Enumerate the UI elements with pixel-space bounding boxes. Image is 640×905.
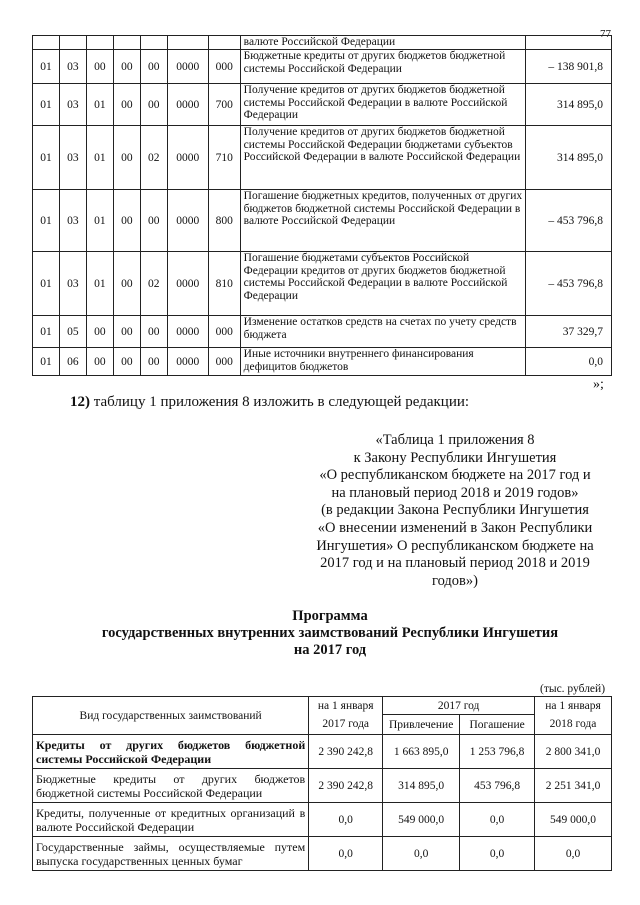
table-row <box>33 84 612 126</box>
code-cell: 00 <box>140 316 167 348</box>
table-row <box>33 252 612 316</box>
code-cell <box>140 36 167 50</box>
code-cell: 00 <box>140 348 167 376</box>
code-cell: 00 <box>113 348 140 376</box>
code-cell: 00 <box>113 316 140 348</box>
code-cell: 0000 <box>167 190 208 252</box>
code-cell: 810 <box>208 252 240 316</box>
attract-amount-cell: 549 000,0 <box>383 803 460 837</box>
code-cell: 0000 <box>167 126 208 190</box>
description-cell: Бюджетные кредиты от других бюджетов бюджетной системы Российской Федерации <box>240 50 525 84</box>
borrowing-kind-cell: Кредиты от других бюджетов бюджетной системы Российской Федерации <box>33 735 309 769</box>
borrowing-kind-cell: Кредиты, полученные от кредитных организаций в валюте Российской Федерации <box>33 803 309 837</box>
code-cell: 00 <box>140 50 167 84</box>
code-cell: 00 <box>86 316 113 348</box>
code-cell: 01 <box>33 84 60 126</box>
units-label: (тыс. рублей) <box>540 683 606 695</box>
code-cell: 05 <box>59 316 86 348</box>
code-cell: 00 <box>86 50 113 84</box>
table-row <box>33 348 612 376</box>
end-amount-cell: 2 251 341,0 <box>535 769 612 803</box>
table-row <box>33 190 612 252</box>
code-cell: 0000 <box>167 348 208 376</box>
instruction-text: таблицу 1 приложения 8 изложить в следующей редакции: <box>90 394 470 410</box>
sources-table <box>32 35 612 376</box>
table-row <box>33 735 612 769</box>
header-start-1: на 1 января <box>309 697 383 715</box>
amount-cell: – 453 796,8 <box>525 190 611 252</box>
code-cell: 00 <box>113 126 140 190</box>
table-row <box>33 126 612 190</box>
caption-line: годов») <box>432 572 478 589</box>
code-cell <box>86 36 113 50</box>
header-year: 2017 год <box>383 697 535 715</box>
caption-line: Ингушетия» О республиканском бюджете на <box>316 537 594 554</box>
amount-cell: 314 895,0 <box>525 84 611 126</box>
amount-cell: – 453 796,8 <box>525 252 611 316</box>
code-cell: 710 <box>208 126 240 190</box>
code-cell: 03 <box>59 84 86 126</box>
end-amount-cell: 549 000,0 <box>535 803 612 837</box>
instruction <box>70 394 469 411</box>
start-amount-cell: 2 390 242,8 <box>309 769 383 803</box>
table-row <box>33 837 612 871</box>
caption-line: на плановый период 2018 и 2019 годов» <box>331 484 579 501</box>
start-amount-cell: 2 390 242,8 <box>309 735 383 769</box>
start-amount-cell: 0,0 <box>309 803 383 837</box>
repay-amount-cell: 453 796,8 <box>460 769 535 803</box>
code-cell: 02 <box>140 252 167 316</box>
code-cell: 00 <box>140 84 167 126</box>
attract-amount-cell: 314 895,0 <box>383 769 460 803</box>
code-cell <box>167 36 208 50</box>
code-cell: 0000 <box>167 316 208 348</box>
code-cell: 01 <box>33 50 60 84</box>
caption-line: «Таблица 1 приложения 8 <box>375 432 535 448</box>
borrowing-kind-cell: Бюджетные кредиты от других бюджетов бюджетной системы Российской Федерации <box>33 769 309 803</box>
code-cell: 01 <box>86 84 113 126</box>
description-cell: Получение кредитов от других бюджетов бюджетной системы Российской Федерации в валюте Российской Федерации <box>240 84 525 126</box>
code-cell: 000 <box>208 316 240 348</box>
caption-line: 2017 год и на плановый период 2018 и 2019 <box>320 555 590 572</box>
code-cell <box>59 36 86 50</box>
code-cell: 0000 <box>167 252 208 316</box>
title-line: на 2017 год <box>293 642 367 658</box>
caption-line: «О республиканском бюджете на 2017 год и <box>319 467 591 484</box>
title-line: Программа <box>292 608 368 624</box>
code-cell: 0000 <box>167 84 208 126</box>
end-amount-cell: 2 800 341,0 <box>535 735 612 769</box>
closing-quote: »; <box>593 377 604 392</box>
amount-cell: – 138 901,8 <box>525 50 611 84</box>
caption-line: к Закону Республики Ингушетия <box>353 449 557 466</box>
code-cell: 700 <box>208 84 240 126</box>
code-cell: 00 <box>113 50 140 84</box>
header-kind: Вид государственных заимствований <box>33 697 309 735</box>
description-cell: Погашение бюджетных кредитов, полученных от других бюджетов бюджетной системы Российской Федерации в валюте Российской Федерации <box>240 190 525 252</box>
instruction-number: 12) <box>70 394 90 410</box>
code-cell: 03 <box>59 50 86 84</box>
table-row <box>33 316 612 348</box>
amount-cell: 0,0 <box>525 348 611 376</box>
description-cell: Иные источники внутреннего финансирования дефицитов бюджетов <box>240 348 525 376</box>
header-attract: Привлечение <box>383 715 460 735</box>
end-amount-cell: 0,0 <box>535 837 612 871</box>
page-number: 77 <box>600 28 611 40</box>
code-cell: 000 <box>208 50 240 84</box>
code-cell: 01 <box>33 126 60 190</box>
code-cell <box>33 36 60 50</box>
title-line: государственных внутренних заимствований Республики Ингушетия <box>101 625 559 641</box>
code-cell: 00 <box>113 252 140 316</box>
code-cell: 01 <box>33 190 60 252</box>
repay-amount-cell: 1 253 796,8 <box>460 735 535 769</box>
code-cell: 00 <box>140 190 167 252</box>
code-cell: 06 <box>59 348 86 376</box>
code-cell: 03 <box>59 126 86 190</box>
start-amount-cell: 0,0 <box>309 837 383 871</box>
code-cell: 03 <box>59 252 86 316</box>
table-row <box>33 769 612 803</box>
code-cell: 02 <box>140 126 167 190</box>
repay-amount-cell: 0,0 <box>460 837 535 871</box>
code-cell <box>113 36 140 50</box>
repay-amount-cell: 0,0 <box>460 803 535 837</box>
code-cell <box>208 36 240 50</box>
description-cell: Получение кредитов от других бюджетов бюджетной системы Российской Федерации бюджетами субъектов Российской Федерации в валюте Российской Федерации <box>240 126 525 190</box>
code-cell: 01 <box>33 316 60 348</box>
description-cell: Изменение остатков средств на счетах по учету средств бюджета <box>240 316 525 348</box>
code-cell: 01 <box>33 252 60 316</box>
code-cell: 01 <box>86 190 113 252</box>
caption-line: (в редакции Закона Республики Ингушетия <box>321 502 589 519</box>
table-caption <box>300 432 610 590</box>
attract-amount-cell: 1 663 895,0 <box>383 735 460 769</box>
program-table <box>32 696 612 871</box>
header-start-2: 2017 года <box>309 715 383 735</box>
description-cell: Погашение бюджетами субъектов Российской Федерации кредитов от других бюджетов бюджетной системы Российской Федерации в валюте Российской Федерации <box>240 252 525 316</box>
borrowing-kind-cell: Государственные займы, осуществляемые путем выпуска государственных ценных бумаг <box>33 837 309 871</box>
code-cell: 01 <box>86 126 113 190</box>
code-cell: 800 <box>208 190 240 252</box>
description-cell: валюте Российской Федерации <box>240 36 525 50</box>
table-row <box>33 803 612 837</box>
program-title <box>30 608 630 659</box>
code-cell: 03 <box>59 190 86 252</box>
code-cell: 00 <box>113 84 140 126</box>
attract-amount-cell: 0,0 <box>383 837 460 871</box>
table-row <box>33 50 612 84</box>
header-repay: Погашение <box>460 715 535 735</box>
code-cell: 01 <box>33 348 60 376</box>
amount-cell <box>525 36 611 50</box>
table-row <box>33 36 612 50</box>
code-cell: 0000 <box>167 50 208 84</box>
code-cell: 000 <box>208 348 240 376</box>
amount-cell: 314 895,0 <box>525 126 611 190</box>
amount-cell: 37 329,7 <box>525 316 611 348</box>
header-end-2: 2018 года <box>535 715 612 735</box>
caption-line: «О внесении изменений в Закон Республики <box>317 519 593 536</box>
code-cell: 01 <box>86 252 113 316</box>
header-end-1: на 1 января <box>535 697 612 715</box>
code-cell: 00 <box>113 190 140 252</box>
code-cell: 00 <box>86 348 113 376</box>
